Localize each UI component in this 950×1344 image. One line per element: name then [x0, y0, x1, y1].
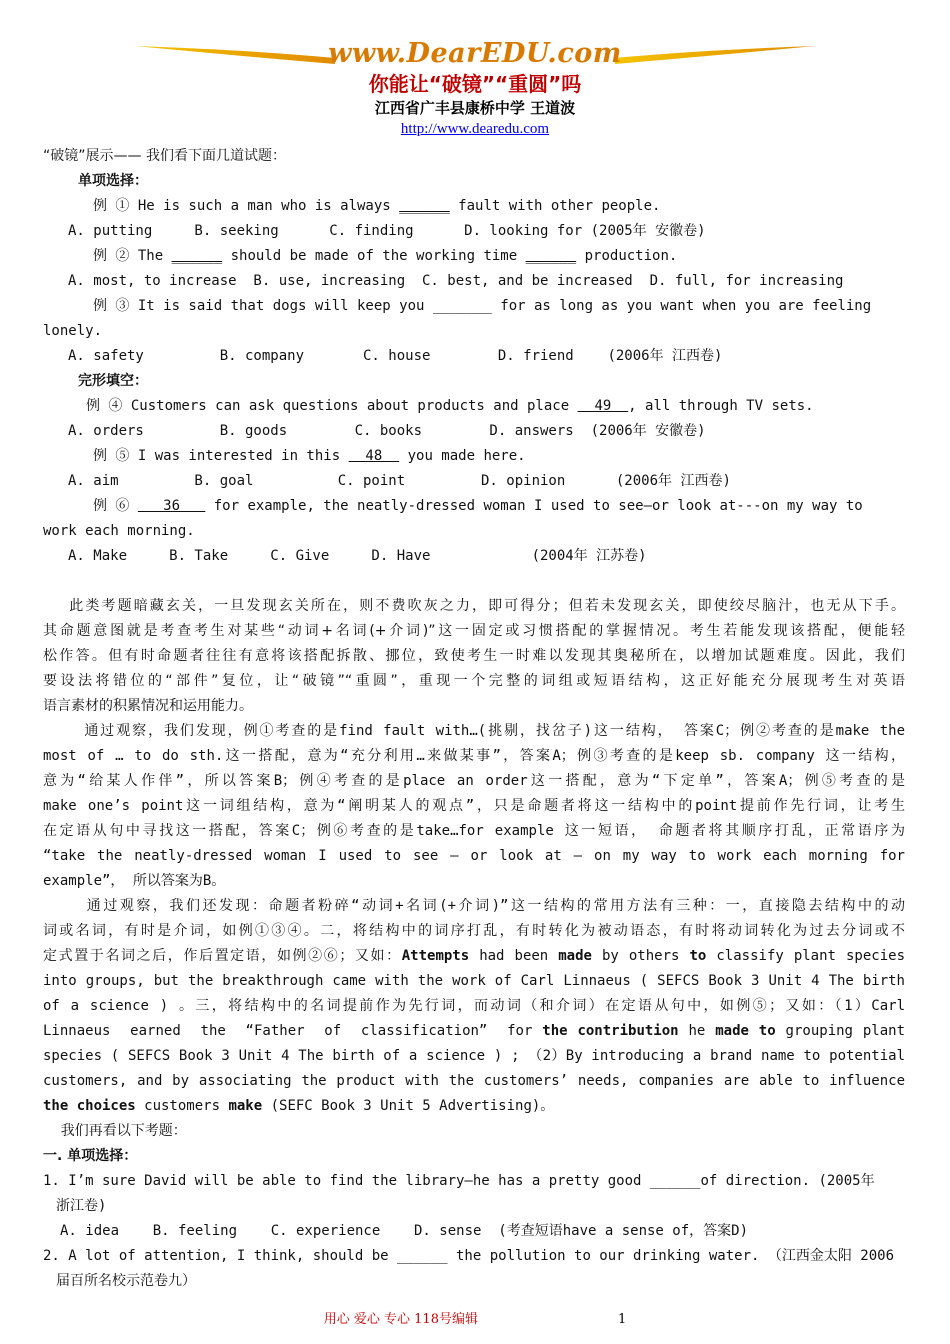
- para3-line: species ( SEFCS Book 3 Unit 4 The birth of a science ) ; （2）By introducing a brand name to potential: [43, 1048, 905, 1064]
- para2-line: 通过观察，我们发现，例①考查的是find fault with…(挑剔，找岔子)这一结构， 答案C；例②考查的是make the: [43, 723, 905, 739]
- example-3: 例 ③ It is said that dogs will keep you _______ for as long as you want when you are feeling: [93, 298, 872, 314]
- example-2-options: A. most, to increase B. use, increasing C. best, and be increased D. full, for increasing: [68, 273, 844, 289]
- question-1-options: A. idea B. feeling C. experience D. sense (考查短语have a sense of，答案D): [60, 1223, 749, 1239]
- example-4: 例 ④ Customers can ask questions about products and place 49 , all through TV sets.: [86, 398, 814, 414]
- footer: [0, 1308, 950, 1327]
- page-title: 你能让“破镜”“重圆”吗: [368, 72, 582, 96]
- footer-slogan: 用心 爱心 专心 118号编辑: [323, 1312, 478, 1327]
- para3-line: customers, and by associating the product with the customers’ needs, companies are able to influence: [43, 1073, 905, 1089]
- example-2: 例 ② The ______ should be made of the working time ______ production.: [93, 248, 678, 264]
- example-5-options: A. aim B. goal C. point D. opinion (2006年 江西卷): [68, 473, 731, 489]
- para2-line: make one’s point这一词组结构，意为“阐明某人的观点”，只是命题者将这一结构中的point提前作先行词，让考生: [43, 798, 905, 814]
- section-two-heading: 一. 单项选择：: [43, 1148, 138, 1164]
- para3-line: 通过观察，我们还发现：命题者粉碎“动词+名词(+介词)”这一结构的常用方法有三种：一，直接隐去结构中的动: [43, 898, 905, 914]
- para1-line: 松作答。但有时命题者往往有意将该搭配拆散、挪位，致使考生一时难以发现其奥秘所在，以增加试题难度。因此，我们: [43, 648, 905, 664]
- example-3-cont: lonely.: [43, 323, 103, 339]
- example-6-options: A. Make B. Take C. Give D. Have (2004年 江苏卷): [68, 548, 647, 564]
- para3-line: Linnaeus earned the “Father of classification” for the contribution he made to grouping plant: [43, 1023, 906, 1039]
- site-logo: www.DearEDU.com: [328, 38, 622, 69]
- para3-line: the choices customers make (SEFC Book 3 Unit 5 Advertising)。: [43, 1098, 555, 1114]
- para2-line: most of … to do sth.这一搭配，意为“充分利用…来做某事”，答案A；例③考查的是keep sb. company 这一结构，: [43, 748, 905, 764]
- para1-line: 此类考题暗藏玄关，一旦发现玄关所在，则不费吹灰之力，即可得分；但若未发现玄关，即使绞尽脑汁，也无从下手。: [43, 598, 905, 614]
- para2-line: 意为“给某人作伴”，所以答案B；例④考查的是place an order这一搭配，意为“下定单”，答案A；例⑤考查的是: [43, 773, 905, 789]
- example-6-cont: work each morning.: [43, 523, 195, 539]
- example-5: 例 ⑤ I was interested in this 48 you made here.: [93, 448, 526, 464]
- example-4-options: A. orders B. goods C. books D. answers (2006年 安徽卷): [68, 423, 706, 439]
- para2-line: “take the neatly-dressed woman I used to see – or look at – on my way to work each morning for: [43, 848, 905, 864]
- para1-line: 要设法将错位的“部件”复位，让“破镜”“重圆”，重现一个完整的词组或短语结构，这正好能充分展现考生对英语: [43, 673, 905, 689]
- para3-line: of a science ) 。三，将结构中的名词提前作为先行词，而动词（和介词）在定语从句中，如例⑤；又如：（1）Carl: [43, 998, 905, 1014]
- para2-line: 在定语从句中寻找这一搭配，答案C；例⑥考查的是take…for example 这一短语， 命题者将其顺序打乱，正常语序为: [43, 823, 905, 839]
- author-line: 江西省广丰县康桥中学 王道波: [374, 99, 576, 117]
- para1-line: 语言素材的积累情况和运用能力。: [43, 698, 253, 714]
- para1-line: 其命题意图就是考查考生对某些“动词+名词(+介词)”这一固定或习惯搭配的掌握情况。考生若能发现该搭配，便能轻: [43, 623, 905, 639]
- intro-line: “破镜”展示—— 我们看下面几道试题：: [43, 148, 286, 164]
- question-1: 1. I’m sure David will be able to find the library—he has a pretty good ______of direction. (2005年: [43, 1173, 875, 1189]
- section-cloze: 完形填空：: [78, 373, 148, 389]
- para3-line: 词或名词，有时是介词，如例①③④。二，将结构中的词序打乱，有时转化为被动语态，有时将动词转化为过去分词或不: [43, 923, 905, 939]
- example-3-options: A. safety B. company C. house D. friend (2006年 江西卷): [68, 348, 723, 364]
- example-1-options: A. putting B. seeking C. finding D. looking for (2005年 安徽卷): [68, 223, 706, 239]
- site-link[interactable]: http://www.dearedu.com: [400, 121, 550, 137]
- question-1-cont: 浙江卷): [56, 1198, 107, 1214]
- page-number: 1: [617, 1312, 627, 1327]
- para2-line: example”， 所以答案为B。: [43, 873, 226, 889]
- section-single-choice: 单项选择：: [78, 173, 148, 189]
- example-6: 例 ⑥ 36 for example, the neatly-dressed woman I used to see—or look at---on my way to: [93, 498, 863, 514]
- para3-line: into groups, but the breakthrough came with the work of Carl Linnaeus ( SEFCS Book 3 Unit 4 The birth: [43, 973, 905, 989]
- example-1: 例 ① He is such a man who is always ______ fault with other people.: [93, 198, 661, 214]
- again-line: 我们再看以下考题：: [43, 1123, 187, 1139]
- question-2-cont: 届百所名校示范卷九）: [56, 1273, 196, 1289]
- para3-line: 定式置于名词之后，作后置定语，如例②⑥；又如：Attempts had been made by others to classify plant species: [43, 948, 905, 964]
- question-2: 2. A lot of attention, I think, should be ______ the pollution to our drinking water. （江西金太阳 2006: [43, 1248, 895, 1264]
